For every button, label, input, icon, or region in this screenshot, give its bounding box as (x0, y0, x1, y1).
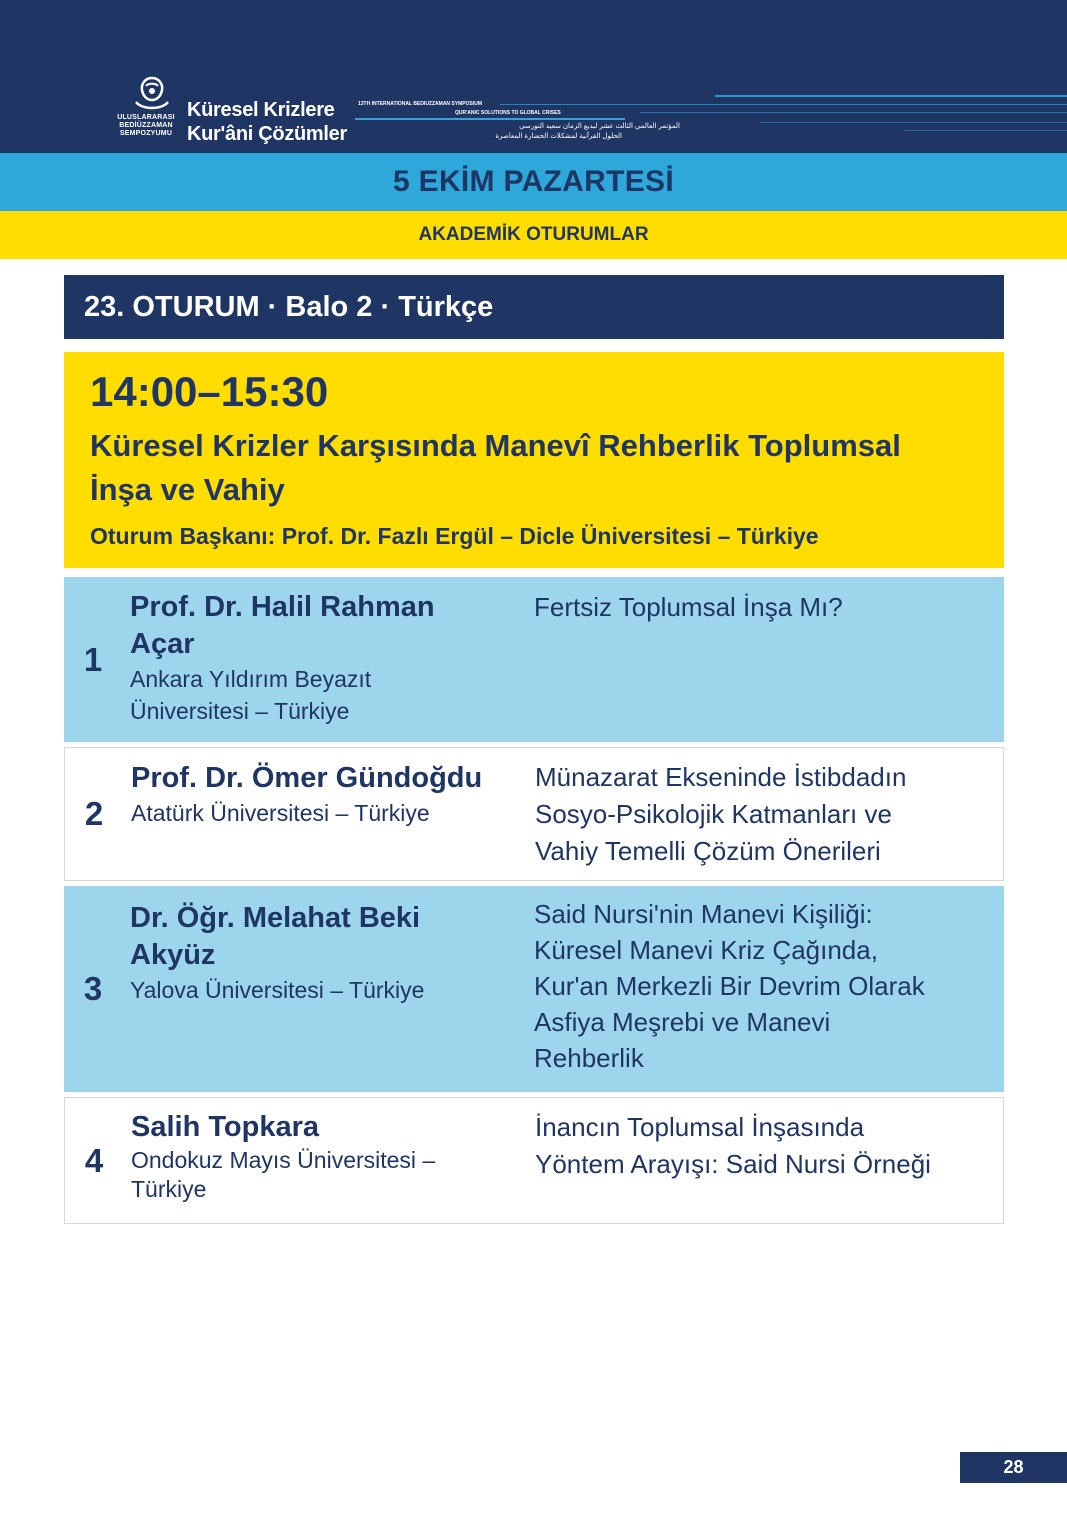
session-header-bar (64, 275, 1004, 339)
speaker-name: Prof. Dr. Ömer Gündoğdu (131, 762, 483, 794)
speaker-affiliation: Ankara Yıldırım Beyazıt Üniversitesi – Türkiye (130, 666, 372, 724)
day-title-bar (0, 153, 1067, 211)
page-header (0, 0, 1067, 153)
subtitle: AKADEMİK OTURUMLAR (418, 224, 649, 245)
session-time: 14:00–15:30 (90, 368, 329, 415)
speaker-name: Dr. Öğr. Melahat Beki Akyüz (130, 902, 421, 971)
header-stripe (640, 112, 1067, 113)
day-title: 5 EKİM PAZARTESİ (393, 165, 674, 198)
speaker-affiliation: Yalova Üniversitesi – Türkiye (130, 977, 425, 1003)
session-chair: Oturum Başkanı: Prof. Dr. Fazlı Ergül – Dicle Üniversitesi – Türkiye (90, 523, 819, 549)
presentation-number: 2 (84, 795, 104, 832)
logo-caption: ULUSLARARASI BEDİÜZZAMAN SEMPOZYUMU (117, 114, 175, 137)
speaker-info (130, 900, 510, 1006)
header-stripe (760, 122, 1067, 123)
speaker-name: Prof. Dr. Halil Rahman Açar (130, 591, 435, 660)
symposium-name-ar: المؤتمر العالمي الثالث عشر لبديع الزمان سعيد النورسي (519, 123, 680, 130)
presentation-row (64, 1097, 1004, 1224)
speaker-info (131, 760, 511, 829)
session-header: 23. OTURUM · Balo 2 · Türkçe (84, 290, 494, 323)
paper-title: Münazarat Ekseninde İstibdadın Sosyo-Psikolojik Katmanları ve Vahiy Temelli Çözüm Önerileri (535, 762, 907, 866)
header-stripe (355, 118, 625, 120)
brand-title: Küresel Krizlere Kur'âni Çözümler (187, 99, 347, 145)
presentation-number: 4 (84, 1141, 104, 1179)
symposium-logo-icon (132, 76, 172, 112)
speaker-name: Salih Topkara (131, 1111, 320, 1143)
speaker-affiliation: Ondokuz Mayıs Üniversitesi – Türkiye (131, 1147, 436, 1202)
presentation-row (64, 747, 1004, 881)
session-info-box (64, 352, 1004, 568)
header-stripe (500, 104, 1067, 105)
presentation-number: 3 (83, 970, 103, 1007)
speaker-info (130, 589, 510, 727)
presentation-row (64, 577, 1004, 742)
page-number: 28 (960, 1452, 1067, 1483)
paper-title: Said Nursi'nin Manevi Kişiliği: Küresel Manevi Kriz Çağında, Kur'an Merkezli Bir Devrim Olarak Asfiya Meşrebi ve Manevi Rehberlik (534, 899, 925, 1073)
symposium-theme-ar: الحلول القرآنية لمشكلات الحضارة المعاصرة (495, 133, 622, 140)
speaker-info (131, 1109, 511, 1204)
symposium-theme-en: QUR'ANIC SOLUTIONS TO GLOBAL CRISES (455, 110, 561, 116)
paper-title: Fertsiz Toplumsal İnşa Mı? (534, 592, 843, 622)
paper-title: İnancın Toplumsal İnşasında Yöntem Arayışı: Said Nursi Örneği (535, 1112, 931, 1179)
header-stripe (905, 130, 1067, 131)
presentation-row (64, 886, 1004, 1092)
header-stripe (715, 95, 1067, 97)
speaker-affiliation: Atatürk Üniversitesi – Türkiye (131, 800, 430, 826)
symposium-name-en: 13TH INTERNATIONAL BEDIUZZAMAN SYMPOSIUM (358, 101, 482, 107)
presentation-number: 1 (83, 640, 103, 678)
session-title: Küresel Krizler Karşısında Manevî Rehberlik Toplumsal İnşa ve Vahiy (90, 428, 901, 507)
subtitle-bar (0, 211, 1067, 259)
